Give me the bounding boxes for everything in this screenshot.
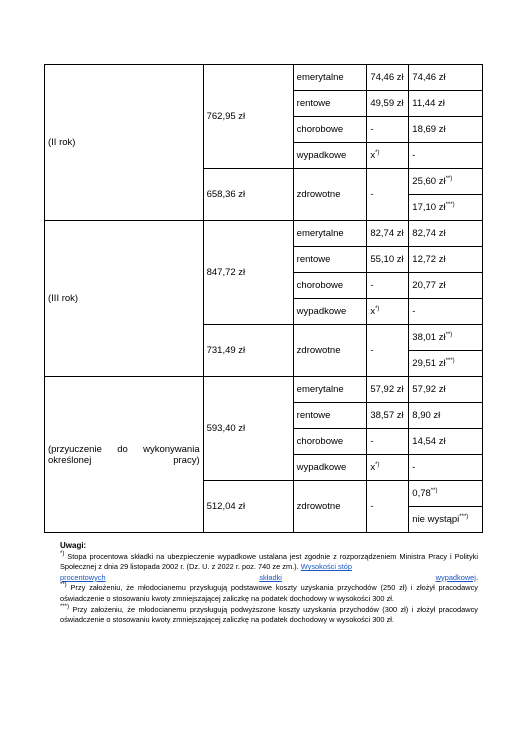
section-label: (III rok) [45,221,204,377]
footnote-marker: ***) [459,514,469,520]
note-basic-costs: **) Przy założeniu, że młodocianemu przysługują podstawowe koszty uzyskania przychodów (250 zł) i złożył pracodawcy oświadczenie o stosowaniu kwoty zmniejszającej zaliczkę na podatek dochodowy w wysokości 300 zł. [60,582,478,603]
contribution-value: 17,10 zł***) [409,195,483,221]
contribution-name: zdrowotne [293,481,367,533]
footnote-marker: *) [375,306,380,312]
base-amount: 593,40 zł [203,377,293,481]
base-amount: 731,49 zł [203,325,293,377]
footnote-marker: *) [375,462,380,468]
contribution-name: wypadkowe [293,455,367,481]
contribution-rate: - [367,481,409,533]
contribution-rate: 38,57 zł [367,403,409,429]
footnote-marker: *) [60,550,65,557]
contribution-name: chorobowe [293,429,367,455]
base-amount: 658,36 zł [203,169,293,221]
contribution-value: - [409,143,483,169]
contribution-name: emerytalne [293,377,367,403]
contribution-rate: 57,92 zł [367,377,409,403]
contribution-name: zdrowotne [293,325,367,377]
contribution-value: 8,90 zł [409,403,483,429]
contribution-name: wypadkowe [293,143,367,169]
contribution-rate: - [367,325,409,377]
notes-section [60,541,478,626]
contribution-rate: 49,59 zł [367,91,409,117]
contribution-rate: - [367,169,409,221]
contribution-rate: 55,10 zł [367,247,409,273]
contribution-name: rentowe [293,403,367,429]
contribution-value: 12,72 zł [409,247,483,273]
contribution-name: rentowe [293,247,367,273]
footnote-marker: **) [60,582,67,589]
rates-link-continued[interactable]: procentowych składki wypadkowej. [60,572,478,582]
contribution-value: nie wystąpi***) [409,507,483,533]
contribution-rate: 74,46 zł [367,65,409,91]
contribution-name: zdrowotne [293,169,367,221]
footnote-marker: ***) [60,603,70,610]
contribution-rate: - [367,117,409,143]
base-amount: 762,95 zł [203,65,293,169]
base-amount: 847,72 zł [203,221,293,325]
contribution-value: 18,69 zł [409,117,483,143]
contribution-value: 11,44 zł [409,91,483,117]
contribution-value: 0,78**) [409,481,483,507]
contribution-rate: x*) [367,143,409,169]
footnote-marker: **) [445,332,453,338]
contribution-name: chorobowe [293,273,367,299]
note-increased-costs: ***) Przy założeniu, że młodocianemu przysługują podwyższone koszty uzyskania przychodów (300 zł) i złożył pracodawcy oświadczenie o stosowaniu kwoty zmniejszającej zaliczkę na podatek dochodowy w wysokości 300 zł. [60,603,478,625]
contribution-rate: x*) [367,299,409,325]
footnote-marker: ***) [445,202,455,208]
contribution-value: - [409,455,483,481]
contribution-value: 29,51 zł***) [409,351,483,377]
contribution-name: wypadkowe [293,299,367,325]
contribution-name: emerytalne [293,221,367,247]
contribution-value: 74,46 zł [409,65,483,91]
contribution-rate: - [367,429,409,455]
contribution-value: 38,01 zł**) [409,325,483,351]
contribution-rate: x*) [367,455,409,481]
contribution-value: 82,74 zł [409,221,483,247]
contribution-name: chorobowe [293,117,367,143]
section-vocational-training [45,377,483,533]
section-3rd-year [45,221,483,377]
footnote-marker: *) [375,150,380,156]
contribution-value: 25,60 zł**) [409,169,483,195]
notes-title: Uwagi: [60,541,87,550]
section-2nd-year [45,65,483,221]
contribution-name: emerytalne [293,65,367,91]
section-label: (przyuczenie do wykonywania określonej pracy) [45,377,204,533]
rates-link[interactable]: Wysokości stóp [300,562,353,572]
contribution-rate: - [367,273,409,299]
contribution-value: 20,77 zł [409,273,483,299]
base-amount: 512,04 zł [203,481,293,533]
contribution-rate: 82,74 zł [367,221,409,247]
contribution-value: - [409,299,483,325]
contribution-value: 14,54 zł [409,429,483,455]
note-accident: *) Stopa procentowa składki na ubezpieczenie wypadkowe ustalana jest zgodnie z rozporządzeniem Ministra Pracy i Polityki Społecznej z dnia 29 listopada 2002 r. (Dz. U. z 2022 r. poz. 740 ze zm.). Wysokości stóp [60,550,478,572]
footnote-marker: **) [430,488,438,494]
contribution-name: rentowe [293,91,367,117]
footnote-marker: **) [445,176,453,182]
contribution-value: 57,92 zł [409,377,483,403]
contributions-table [44,64,483,533]
section-label: (II rok) [45,65,204,221]
footnote-marker: ***) [445,358,455,364]
